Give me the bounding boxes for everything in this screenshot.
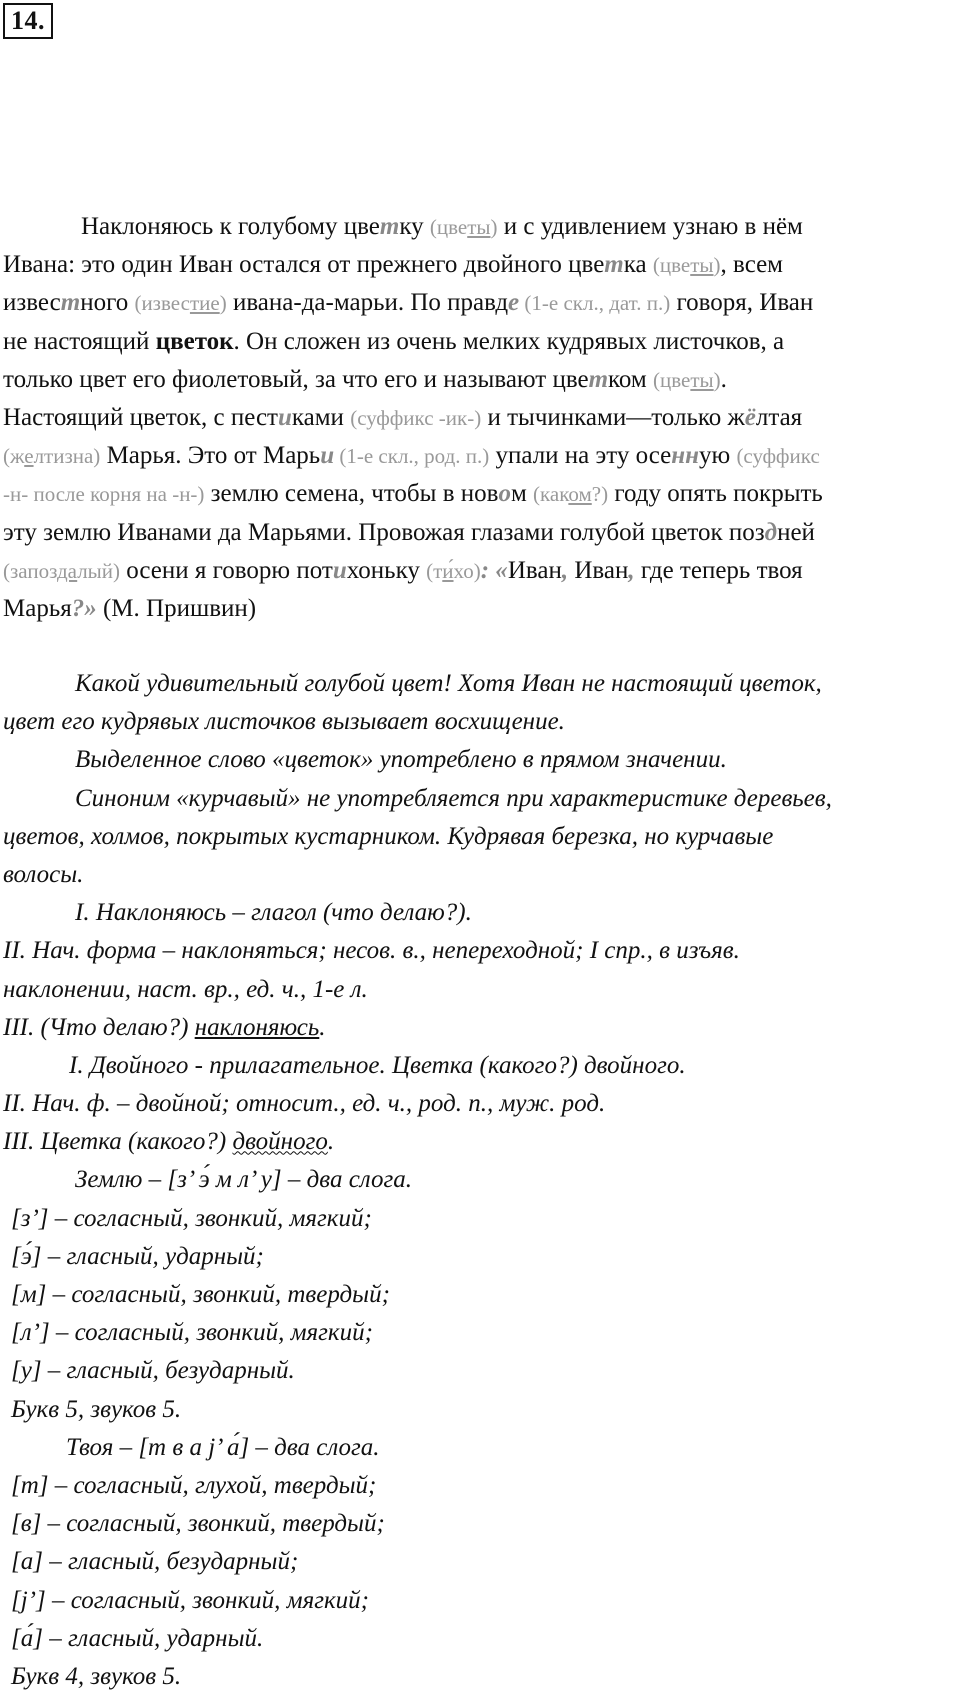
analysis-line: Синоним «курчавый» не употребляется при характеристике деревьев, [75, 784, 832, 812]
passage-line: Ивана: это один Иван остался от прежнего двойного цветка (цветы), всем [3, 251, 784, 279]
passage-line: эту землю Иванами да Марьями. Провожая глазами голубой цветок поздней [3, 518, 815, 546]
spelling-hint: (1-е скл., дат. п.) [519, 291, 671, 316]
spelling-highlight: и [332, 556, 347, 584]
passage-line: Настоящий цветок, с пестиками (суффикс -ик-) и тычинками—только жёлтая [3, 403, 803, 431]
analysis-text [3, 665, 958, 1696]
spelling-hint: (суффикс [736, 444, 820, 469]
highlighted-word: цветок [155, 327, 234, 355]
analysis-line: II. Нач. ф. – двойной; относит., ед. ч., род. п., муж. род. [3, 1090, 606, 1118]
punctuation-highlight: ?» [71, 594, 97, 622]
author-attribution: (М. Пришвин) [96, 594, 257, 622]
analysis-line: II. Нач. форма – наклоняться; несов. в., непереходной; I спр., в изъяв. [3, 937, 740, 965]
phonetic-line: [т] – согласный, глухой, твердый; [11, 1471, 377, 1499]
analysis-line: цветов, холмов, покрытых кустарником. Кудрявая березка, но курчавые [3, 822, 774, 850]
passage-line: (запоздалый) осени я говорю потихоньку (ти́хо): «Иван, Иван, где теперь твоя [3, 556, 803, 584]
spelling-hint: (запоздалый) [3, 558, 121, 583]
phonetic-line: Букв 5, звуков 5. [11, 1395, 182, 1423]
analysis-line: цвет его кудрявых листочков вызывает восхищение. [3, 708, 565, 736]
passage-text-segment: Наклоняюсь к голубому цве [81, 213, 380, 240]
phonetic-line: [а] – гласный, безударный; [11, 1548, 299, 1576]
passage-line: (желтизна) Марья. Это от Марьи (1-е скл., род. п.) упали на эту осенную (суффикс [3, 442, 820, 470]
spelling-highlight: о [498, 480, 511, 508]
phonetic-line: [в] – согласный, звонкий, твердый; [11, 1510, 385, 1538]
phonetic-line: [у] – гласный, безударный. [11, 1357, 295, 1385]
spelling-hint: (каком?) [533, 482, 609, 507]
spelling-hint: (ти́хо) [426, 558, 481, 583]
analysis-line: I. Наклоняюсь – глагол (что делаю?). [75, 899, 472, 927]
passage-line: -н- после корня на -н-) землю семена, чтобы в новом (каком?) году опять покрыть [3, 480, 823, 508]
spelling-highlight: нн [671, 442, 699, 470]
spelling-highlight: и [320, 442, 335, 470]
spelling-highlight: ё [744, 403, 756, 431]
spelling-highlight: д [764, 518, 778, 546]
analysis-line: волосы. [3, 860, 84, 888]
spelling-hint: (желтизна) [3, 444, 101, 469]
phonetic-line: [з’] – согласный, звонкий, мягкий; [11, 1204, 372, 1232]
spelling-hint: (цветы) [653, 367, 721, 392]
spelling-highlight: т [379, 213, 400, 240]
analysis-line: Твоя – [т в а j’ а́] – два слога. [66, 1433, 380, 1461]
passage-line: только цвет его фиолетовый, за что его и называют цветком (цветы). [3, 365, 727, 393]
phonetic-line: [а́] – гласный, ударный. [11, 1624, 264, 1652]
passage-line: не настоящий цветок. Он сложен из очень мелких кудрявых листочков, а [3, 327, 785, 355]
passage-text-segment: и с удивлением узнаю в нём [497, 213, 803, 240]
analysis-line: III. (Что делаю?) наклоняюсь. [3, 1013, 326, 1041]
spelling-hint: -н- после корня на -н-) [3, 482, 205, 507]
passage-line: Марья?» (М. Пришвин) [3, 594, 257, 622]
phonetic-line: [э́] – гласный, ударный; [11, 1242, 264, 1270]
underlined-word: наклоняюсь [194, 1013, 320, 1041]
spelling-hint: (суффикс -ик-) [350, 405, 482, 430]
spelling-highlight: е [508, 289, 520, 317]
analysis-line: наклонении, наст. вр., ед. ч., 1-е л. [3, 975, 368, 1003]
wavy-underlined-word: двойного [232, 1128, 328, 1156]
task-number: 14. [3, 3, 53, 39]
spelling-hint: (1-е скл., род. п.) [334, 444, 490, 469]
passage-text-segment: ку [399, 213, 430, 240]
passage-line [3, 208, 958, 246]
spelling-hint: (цветы) [652, 253, 721, 278]
spelling-hint: (цветы) [429, 215, 498, 239]
analysis-line: Землю – [з’ э́ м л’ у] – два слога. [75, 1166, 413, 1194]
phonetic-line: [м] – согласный, звонкий, твердый; [11, 1281, 390, 1308]
punctuation-highlight: , [561, 556, 569, 584]
passage-text [3, 208, 958, 628]
spelling-hint: (известие) [134, 291, 227, 316]
phonetic-line: [л’] – согласный, звонкий, мягкий; [11, 1319, 373, 1347]
analysis-line: I. Двойного - прилагательное. Цветка (какого?) двойного. [69, 1051, 686, 1079]
punctuation-highlight: : « [480, 556, 508, 584]
phonetic-line: Букв 4, звуков 5. [11, 1662, 182, 1690]
analysis-line: Какой удивительный голубой цвет! Хотя Иван не настоящий цветок, [75, 670, 822, 697]
spelling-highlight: т [60, 289, 81, 317]
spelling-highlight: и [277, 403, 292, 431]
punctuation-highlight: , [628, 556, 635, 584]
phonetic-line: [j’] – согласный, звонкий, мягкий; [11, 1586, 369, 1614]
analysis-line: Выделенное слово «цветок» употреблено в прямом значении. [75, 746, 727, 774]
spelling-highlight: т [588, 365, 609, 393]
passage-line: известного (известие) ивана-да-марьи. По правде (1-е скл., дат. п.) говоря, Иван [3, 289, 814, 317]
analysis-line: III. Цветка (какого?) двойного. [3, 1128, 335, 1156]
spelling-highlight: т [604, 251, 624, 279]
